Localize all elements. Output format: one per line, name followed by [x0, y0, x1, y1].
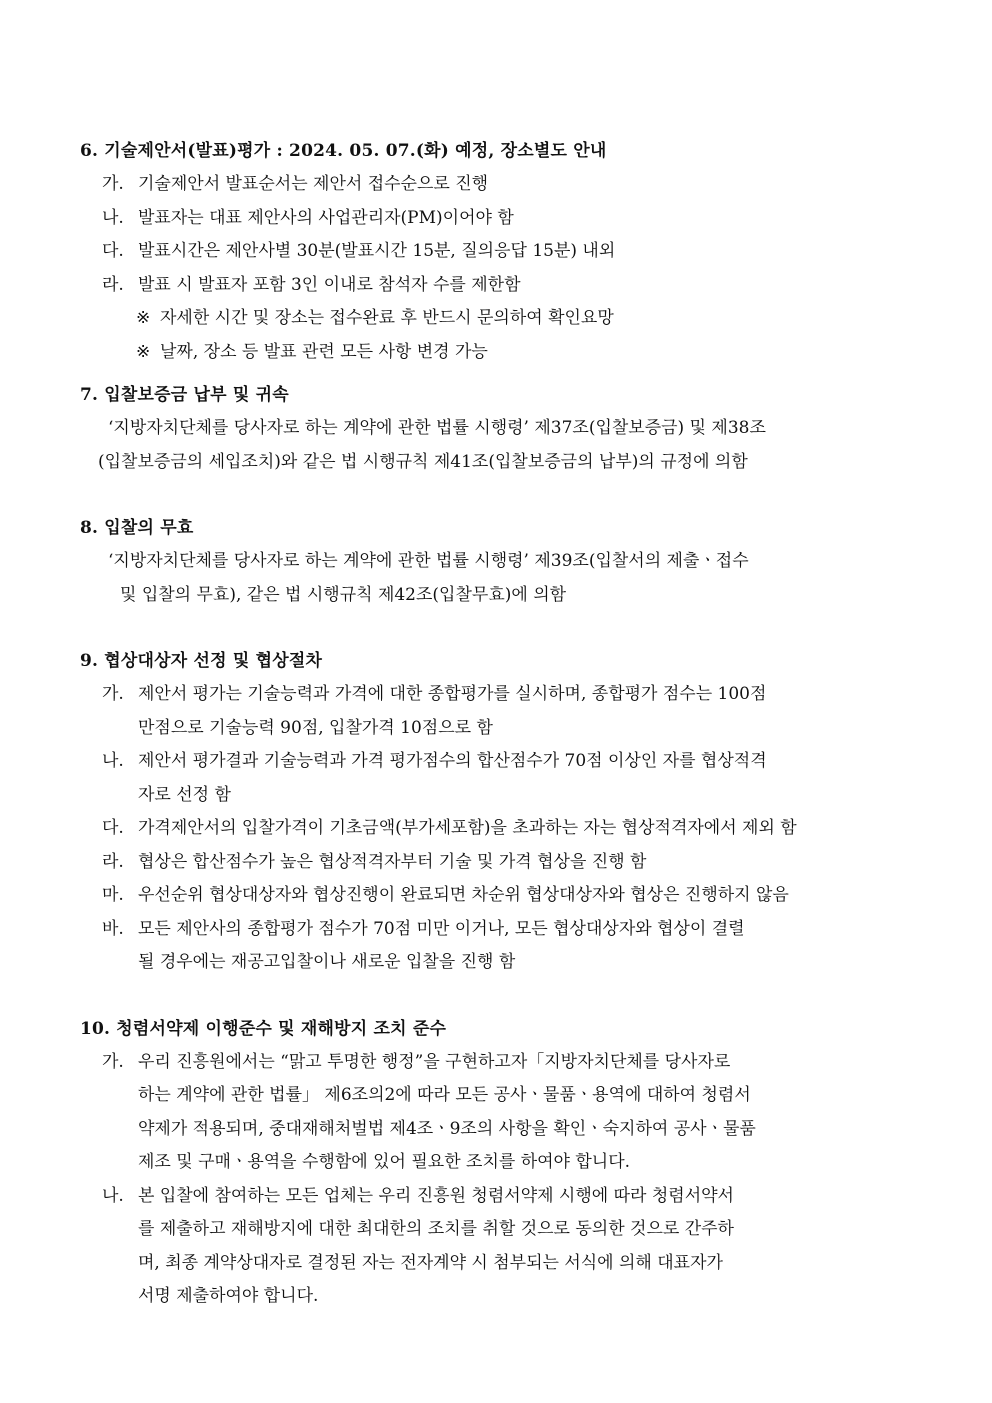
- item-marker: 라.: [102, 274, 124, 295]
- item-marker: 다.: [102, 818, 124, 838]
- item-marker: 가.: [102, 174, 124, 194]
- document-body: [80, 134, 915, 1314]
- section-9-item-ra: [80, 846, 915, 880]
- note-marker: ※: [136, 308, 151, 328]
- section-9-item-ga: [80, 678, 915, 745]
- section-10-item-na: [80, 1180, 915, 1314]
- item-marker: 가.: [102, 684, 124, 704]
- item-text: 만점으로 기술능력 90점, 입찰가격 10점으로 함: [138, 717, 493, 738]
- section-6-item-ra: [80, 269, 915, 303]
- item-marker: 라.: [102, 851, 124, 872]
- section-6-heading: 6. 기술제안서(발표)평가 : 2024. 05. 07.(화) 예정, 장소별도 안내: [80, 141, 607, 161]
- section-10-heading: 10. 청렴서약제 이행준수 및 재해방지 조치 준수: [80, 1018, 447, 1039]
- item-text: 우선순위 협상대상자와 협상진행이 완료되면 차순위 협상대상자와 협상은 진행하지 않음: [138, 885, 789, 905]
- item-text: 본 입찰에 참여하는 모든 업체는 우리 진흥원 청렴서약제 시행에 따라 청렴서약서: [138, 1185, 734, 1206]
- item-marker: 나.: [102, 1185, 124, 1206]
- item-text: 제조 및 구매ㆍ용역을 수행함에 있어 필요한 조치를 하여야 합니다.: [138, 1152, 631, 1172]
- section-9: [80, 644, 915, 980]
- item-marker: 나.: [102, 207, 124, 228]
- item-text: 약제가 적용되며, 중대재해처벌법 제4조ㆍ9조의 사항을 확인ㆍ숙지하여 공사ㆍ물품: [138, 1118, 756, 1139]
- item-text: 가격제안서의 입찰가격이 기초금액(부가세포함)을 초과하는 자는 협상적격자에서 제외 함: [138, 818, 797, 838]
- section-6-item-da: [80, 235, 915, 269]
- item-text: 협상은 합산점수가 높은 협상적격자부터 기술 및 가격 협상을 진행 함: [138, 851, 647, 872]
- item-text: 될 경우에는 재공고입찰이나 새로운 입찰을 진행 함: [138, 952, 516, 972]
- item-text: 서명 제출하여야 합니다.: [138, 1286, 319, 1306]
- item-text: 자로 선정 함: [138, 784, 231, 805]
- section-6-note-1: [80, 302, 915, 336]
- paragraph-line: ‘지방자치단체를 당사자로 하는 계약에 관한 법률 시행령’ 제37조(입찰보증금) 및 제38조: [108, 418, 766, 438]
- paragraph-line: ‘지방자치단체를 당사자로 하는 계약에 관한 법률 시행령’ 제39조(입찰서의 제출ㆍ접수: [108, 551, 749, 571]
- section-6: [80, 134, 915, 369]
- section-9-heading: 9. 협상대상자 선정 및 협상절차: [80, 651, 323, 671]
- section-10: [80, 1012, 915, 1314]
- item-marker: 다.: [102, 241, 124, 261]
- section-6-note-2: [80, 336, 915, 370]
- note-marker: ※: [136, 341, 151, 362]
- item-text: 우리 진흥원에서는 “맑고 투명한 행정”을 구현하고자「지방자치단체를 당사자로: [138, 1051, 731, 1072]
- item-text: 모든 제안사의 종합평가 점수가 70점 미만 이거나, 모든 협상대상자와 협상이 결렬: [138, 918, 745, 939]
- section-9-item-da: [80, 812, 915, 846]
- section-8-paragraph: [80, 545, 915, 612]
- section-7: [80, 378, 915, 479]
- note-text: 날짜, 장소 등 발표 관련 모든 사항 변경 가능: [160, 341, 488, 362]
- item-marker: 나.: [102, 751, 124, 771]
- item-marker: 가.: [102, 1051, 124, 1072]
- section-6-item-na: [80, 202, 915, 236]
- item-text: 제안서 평가결과 기술능력과 가격 평가점수의 합산점수가 70점 이상인 자를 협상적격: [138, 751, 767, 771]
- item-marker: 마.: [102, 885, 124, 905]
- section-9-item-ma: [80, 879, 915, 913]
- section-6-item-ga: [80, 168, 915, 202]
- section-8: [80, 511, 915, 612]
- item-text: 하는 계약에 관한 법률」 제6조의2에 따라 모든 공사ㆍ물품ㆍ용역에 대하여 청렴서: [138, 1085, 751, 1105]
- section-7-heading: 7. 입찰보증금 납부 및 귀속: [80, 385, 289, 405]
- item-text: 제안서 평가는 기술능력과 가격에 대한 종합평가를 실시하며, 종합평가 점수는 100점: [138, 684, 767, 704]
- note-text: 자세한 시간 및 장소는 접수완료 후 반드시 문의하여 확인요망: [160, 308, 614, 328]
- item-text: 를 제출하고 재해방지에 대한 최대한의 조치를 취할 것으로 동의한 것으로 간주하: [138, 1219, 734, 1239]
- item-marker: 바.: [102, 918, 124, 939]
- section-10-item-ga: [80, 1046, 915, 1180]
- section-7-paragraph: [80, 412, 915, 479]
- item-text: 발표 시 발표자 포함 3인 이내로 참석자 수를 제한함: [138, 274, 521, 295]
- item-text: 며, 최종 계약상대자로 결정된 자는 전자계약 시 첨부되는 서식에 의해 대표자가: [138, 1252, 723, 1273]
- item-text: 발표시간은 제안사별 30분(발표시간 15분, 질의응답 15분) 내외: [138, 241, 616, 261]
- item-text: 기술제안서 발표순서는 제안서 접수순으로 진행: [138, 174, 489, 194]
- paragraph-line: 및 입찰의 무효), 같은 법 시행규칙 제42조(입찰무효)에 의함: [120, 584, 567, 605]
- paragraph-line: (입찰보증금의 세입조치)와 같은 법 시행규칙 제41조(입찰보증금의 납부)의 규정에 의함: [98, 451, 748, 472]
- section-9-item-ba: [80, 913, 915, 980]
- item-text: 발표자는 대표 제안사의 사업관리자(PM)이어야 함: [138, 207, 514, 228]
- section-9-item-na: [80, 745, 915, 812]
- section-8-heading: 8. 입찰의 무효: [80, 518, 194, 538]
